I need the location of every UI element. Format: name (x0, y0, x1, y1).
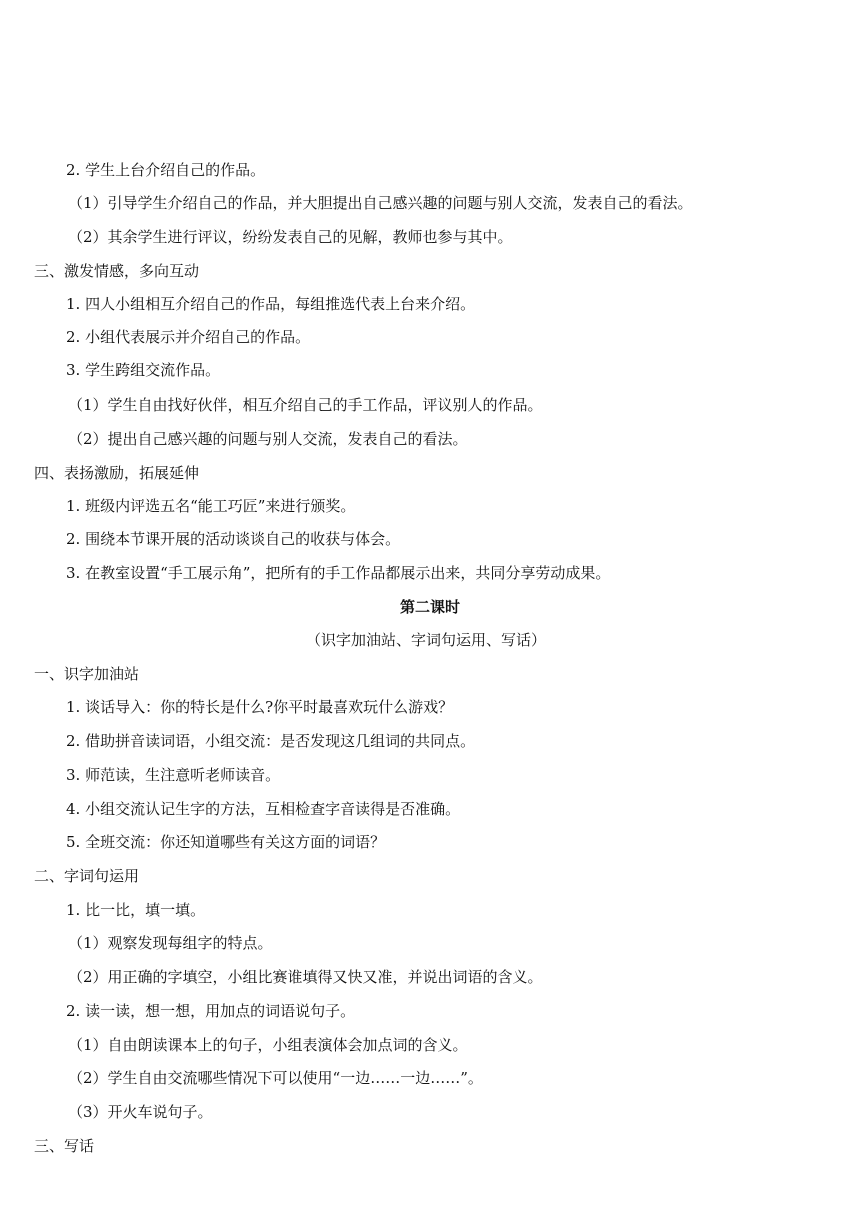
section-heading-3: 三、激发情感，多向互动 (34, 262, 200, 280)
step-1-talk-intro: 1. 谈话导入：你的特长是什么?你平时最喜欢玩什么游戏？ (66, 698, 454, 716)
step-2-read-think: 2. 读一读，想一想，用加点的词语说句子。 (66, 1002, 356, 1020)
step-3-cross-group: 3. 学生跨组交流作品。 (66, 361, 221, 379)
step-3-model-reading: 3. 师范读，生注意听老师读音。 (66, 766, 281, 784)
sub-step-3-sentence-train: （3）开火车说句子。 (68, 1103, 213, 1121)
sub-step-1-observe: （1）观察发现每组字的特点。 (68, 934, 273, 952)
sub-step-2-discuss-usage: （2）学生自由交流哪些情况下可以使用“一边……一边……”。 (68, 1069, 483, 1087)
lesson-title: 第二课时 (399, 598, 460, 616)
lesson-subtitle: （识字加油站、字词句运用、写话） (306, 631, 547, 649)
step-2-pinyin-reading: 2. 借助拼音读词语，小组交流：是否发现这几组词的共同点。 (66, 732, 476, 750)
sub-step-1-guide-students: （1）引导学生介绍自己的作品，并大胆提出自己感兴趣的问题与别人交流，发表自己的看法。 (68, 194, 693, 212)
step-5-class-exchange: 5. 全班交流：你还知道哪些有关这方面的词语？ (66, 833, 386, 851)
step-1-award: 1. 班级内评选五名“能工巧匠”来进行颁奖。 (66, 497, 356, 515)
sub-step-2-peer-review: （2）其余学生进行评议，纷纷发表自己的见解，教师也参与其中。 (68, 228, 513, 246)
step-2-reflection: 2. 围绕本节课开展的活动谈谈自己的收获与体会。 (66, 530, 401, 548)
section-heading-4: 四、表扬激励，拓展延伸 (34, 464, 200, 482)
sub-step-1-free-reading: （1）自由朗读课本上的句子，小组表演体会加点词的含义。 (68, 1036, 468, 1054)
section-heading-2-words: 二、字词句运用 (34, 867, 140, 885)
step-3-display-corner: 3. 在教室设置“手工展示角”，把所有的手工作品都展示出来，共同分享劳动成果。 (66, 564, 611, 582)
step-1-group-introduce: 1. 四人小组相互介绍自己的作品，每组推选代表上台来介绍。 (66, 295, 476, 313)
sub-step-1-find-partner: （1）学生自由找好伙伴，相互介绍自己的手工作品，评议别人的作品。 (68, 396, 543, 414)
section-heading-1-literacy: 一、识字加油站 (34, 665, 140, 683)
step-4-memorize-characters: 4. 小组交流认记生字的方法，互相检查字音读得是否准确。 (66, 800, 461, 818)
step-1-compare-fill: 1. 比一比，填一填。 (66, 901, 206, 919)
step-2-group-show: 2. 小组代表展示并介绍自己的作品。 (66, 328, 311, 346)
step-2-present-work: 2. 学生上台介绍自己的作品。 (66, 161, 266, 179)
sub-step-2-fill-blanks: （2）用正确的字填空，小组比赛谁填得又快又准，并说出词语的含义。 (68, 968, 543, 986)
section-heading-3-writing: 三、写话 (34, 1137, 95, 1155)
sub-step-2-raise-questions: （2）提出自己感兴趣的问题与别人交流，发表自己的看法。 (68, 430, 468, 448)
